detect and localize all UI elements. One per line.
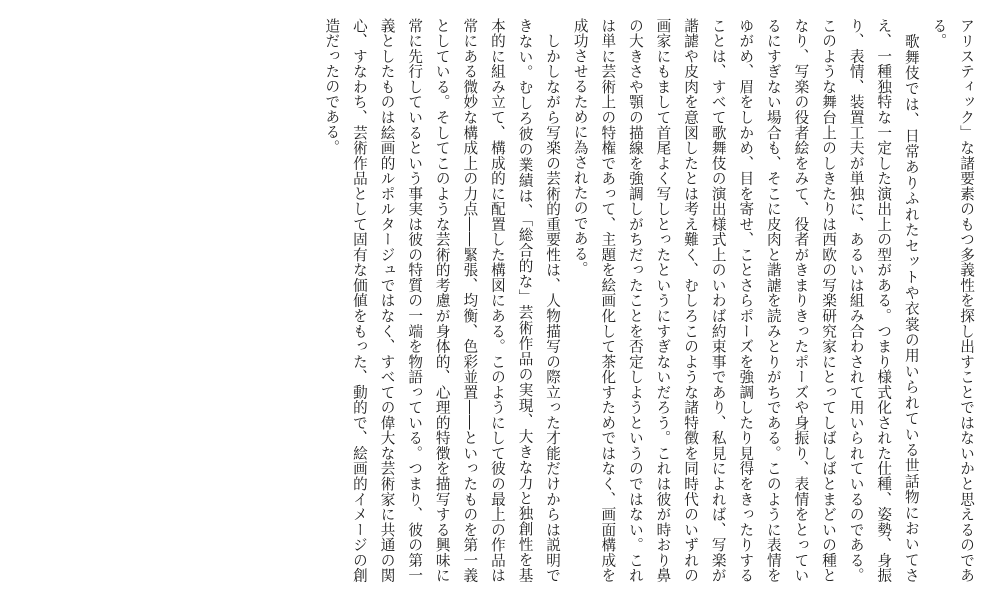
paragraph-3: しかしながら写楽の芸術的重要性は、人物描写の際立った才能だけからは説明できない。むしろ彼の業績は、「総合的な」芸術作品の実現、大きな力と独創性を基本的に組み立て、構成的に配置した構図にある。このようにして彼の最上の作品は常にある微妙な構成上の力点――緊張、均衡、色彩並置――といったものを第一義としている。そしてこのような芸術的考慮が身体的、心理的特徴を描写する興味に常に先行しているという事実は彼の特質の一端を物語っている。つまり、彼の第一義としたものは絵画的ルポルタージュではなく、すべての偉大な芸術家に共通の関心、すなわち、芸術作品として固有な価値をもった、動的で、絵画的イメージの創造だったのである。	[323, 18, 562, 583]
vertical-text-body	[323, 18, 980, 583]
paragraph-1: アリスティック」な諸要素のもつ多義性を探し出すことではないかと思えるのである。	[930, 18, 975, 583]
paragraph-2: 歌舞伎では、日常ありふれたセットや衣裳の用いられている世話物においてさえ、一種独特な一定した演出上の型がある。つまり様式化された仕種、姿勢、身振り、表情、装置工夫が単独に、あるいは組み合わされて用いられているのである。このような舞台上のしきたりは西欧の写楽研究家にとってしばしばとまどいの種となり、写楽の役者絵をみて、役者がきまりきったポーズや身振り、表情をとっているにすぎない場合も、そこに皮肉と諧謔を読みとりがちである。このように表情をゆがめ、眉をしかめ、目を寄せ、ことさらポーズを強調したり見得をきったりすることは、すべて歌舞伎の演出様式上のいわば約束事であり、私見によれば、写楽が諧謔や皮肉を意図したとは考え難く、むしろこのような諸特徴を同時代のいずれの画家にもまして首尾よく写しとったというにすぎないだろう。これは彼が時おり鼻の大きさや顎の描線を強調しがちだったことを否定しようというのではない。これは単に芸術上の特権であって、主題を絵画化して茶化すためではなく、画面構成を成功させるために為されたのである。	[571, 18, 920, 583]
